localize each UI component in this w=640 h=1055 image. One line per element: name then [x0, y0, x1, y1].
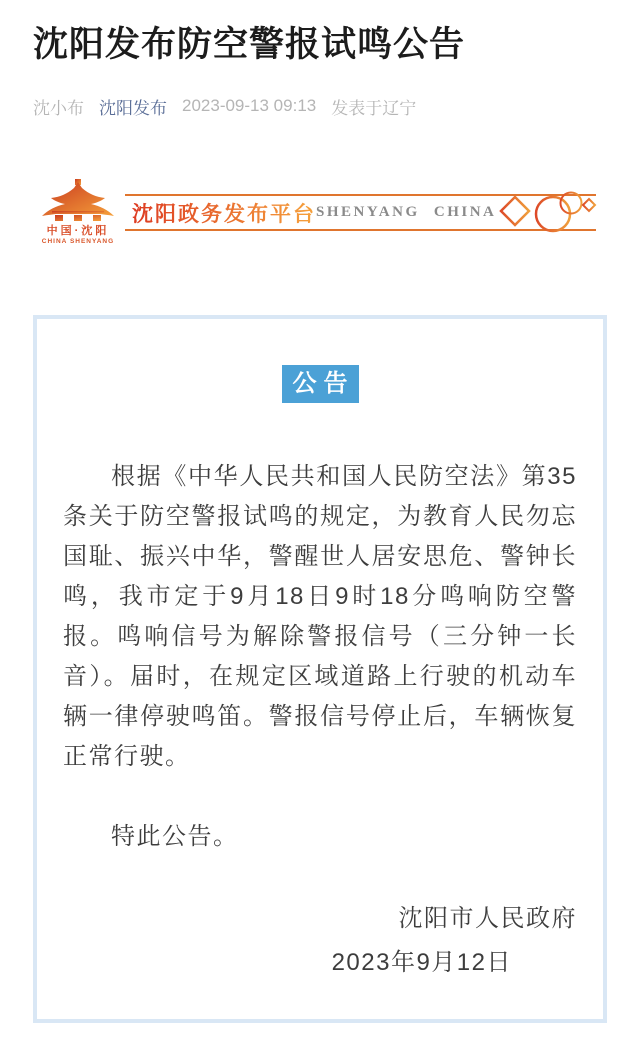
account-link[interactable]: 沈阳发布 — [99, 98, 167, 118]
platform-name-en: SHENYANG CHINA — [316, 204, 497, 220]
pavilion-logo-icon — [34, 179, 122, 221]
notice-label: 公告 — [282, 365, 359, 403]
platform-banner — [0, 169, 640, 257]
small-diamond-icon — [583, 199, 595, 211]
banner-decoration-shapes-icon — [476, 188, 596, 242]
article-header — [0, 0, 640, 119]
large-circle-icon — [536, 197, 570, 231]
publish-timestamp: 2023-09-13 09:13 — [182, 96, 317, 115]
signature-issuer: 沈阳市人民政府 — [398, 904, 577, 932]
notice-signature — [63, 897, 577, 985]
shenyang-logo — [33, 179, 123, 246]
notice-box — [33, 315, 607, 1023]
byline — [33, 94, 607, 119]
signature-date: 2023年9月12日 — [331, 948, 512, 976]
platform-name: 沈阳政务发布平台 — [132, 198, 316, 228]
page-title: 沈阳发布防空警报试鸣公告 — [33, 25, 466, 64]
diamond-icon — [501, 197, 529, 225]
publish-location: 发表于辽宁 — [331, 98, 417, 118]
small-circle-icon — [561, 193, 582, 214]
notice-body-text: 根据《中华人民共和国人民防空法》第35条关于防空警报试鸣的规定，为教育人民勿忘国耻、振兴中华，警醒世人居安思危、警钟长鸣，我市定于9月18日9时18分鸣响防空警报。鸣响信号为解除警报信号（三分钟一长音）。届时，在规定区域道路上行驶的机动车辆一律停驶鸣笛。警报信号停止后，车辆恢复正常行驶。 — [63, 462, 577, 770]
banner-band — [125, 194, 596, 231]
author-name: 沈小布 — [33, 98, 84, 118]
logo-title: 中国·沈阳 — [46, 225, 110, 238]
notice-closing-text: 特此公告。 — [111, 822, 239, 850]
logo-subtitle: CHINA SHENYANG — [41, 238, 115, 246]
